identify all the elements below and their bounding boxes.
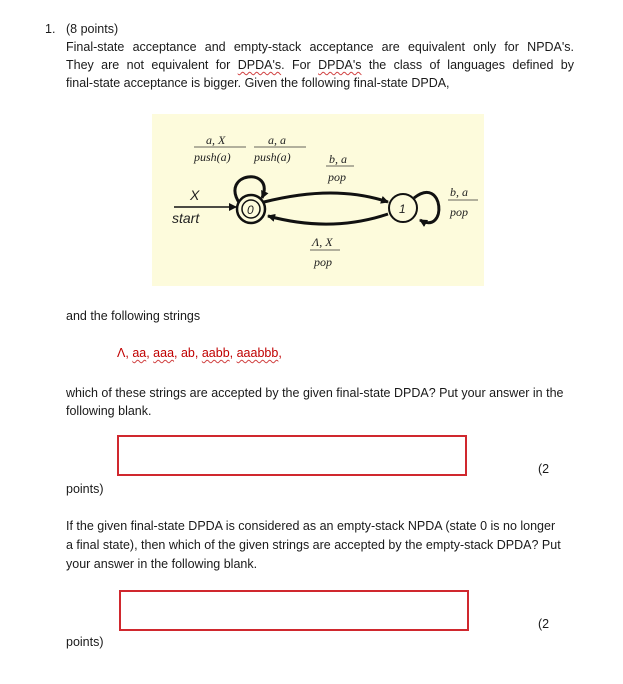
loop-label-1-bottom: push(a)	[194, 150, 231, 164]
question-number: 1.	[45, 22, 56, 36]
start-label: start	[172, 210, 200, 226]
string-lambda: Λ	[117, 346, 126, 360]
edge-q1-to-q0	[268, 214, 388, 224]
answer-box-2[interactable]	[119, 590, 469, 631]
edge-label-bottom-bottom: pop	[314, 255, 332, 269]
edge-label-bottom-top: Λ, X	[312, 235, 333, 249]
start-symbol: X	[190, 187, 200, 203]
intro-line-3: final-state acceptance is bigger. Given the following final-state DPDA,	[66, 76, 450, 90]
part1-points-b: points)	[66, 482, 104, 496]
loop-label-2-bottom: push(a)	[254, 150, 291, 164]
dpda-diagram	[152, 114, 484, 286]
string-ab: ab	[180, 346, 195, 360]
loop-label-2-top: a, a	[268, 133, 286, 147]
dpda-term: DPDA's	[318, 58, 362, 72]
string-aaa: aaa	[153, 346, 175, 360]
string-aaabbb: aaabbb	[236, 346, 279, 360]
part2-line-1: If the given final-state DPDA is considered as an empty-stack NPDA (state 0 is no longer	[66, 519, 556, 533]
part2-points-b: points)	[66, 635, 104, 649]
edge-label-top-bottom: pop	[328, 170, 346, 184]
dpda-term: DPDA's	[237, 58, 282, 72]
string-aa: aa	[132, 346, 147, 360]
edge-label-top-top: b, a	[329, 152, 347, 166]
question-points: (8 points)	[66, 22, 119, 36]
q1-loop-label-top: b, a	[450, 185, 468, 199]
intro-line-1: Final-state acceptance and empty-stack acceptance are equivalent only for NPDA's.	[66, 40, 574, 54]
part1-line-1: which of these strings are accepted by the given final-state DPDA? Put your answer in the	[66, 386, 564, 400]
part1-points-a: (2	[538, 462, 550, 476]
state-1-label: 1	[399, 202, 406, 216]
part2-line-2: a final state), then which of the given strings are accepted by the empty-stack DPDA? Put	[66, 538, 561, 552]
strings-intro: and the following strings	[66, 309, 201, 323]
intro-line-2	[66, 58, 574, 73]
q1-loop-label-bottom: pop	[450, 205, 468, 219]
intro-text: the class of languages defined by	[361, 58, 574, 72]
intro-text: They are not equivalent for	[66, 58, 238, 72]
dpda-svg	[152, 114, 484, 286]
part1-line-2: following blank.	[66, 404, 152, 418]
strings-list: Λ, aa, aaa, ab, aabb, aaabbb,	[117, 346, 282, 360]
part2-points-a: (2	[538, 617, 550, 631]
edge-q0-to-q1	[264, 193, 388, 202]
answer-box-1[interactable]	[117, 435, 467, 476]
part2-line-3: your answer in the following blank.	[66, 557, 258, 571]
loop-label-1-top: a, X	[206, 133, 226, 147]
intro-text: . For	[281, 58, 319, 72]
state-0-label: 0	[247, 203, 254, 217]
string-aabb: aabb	[201, 346, 230, 360]
